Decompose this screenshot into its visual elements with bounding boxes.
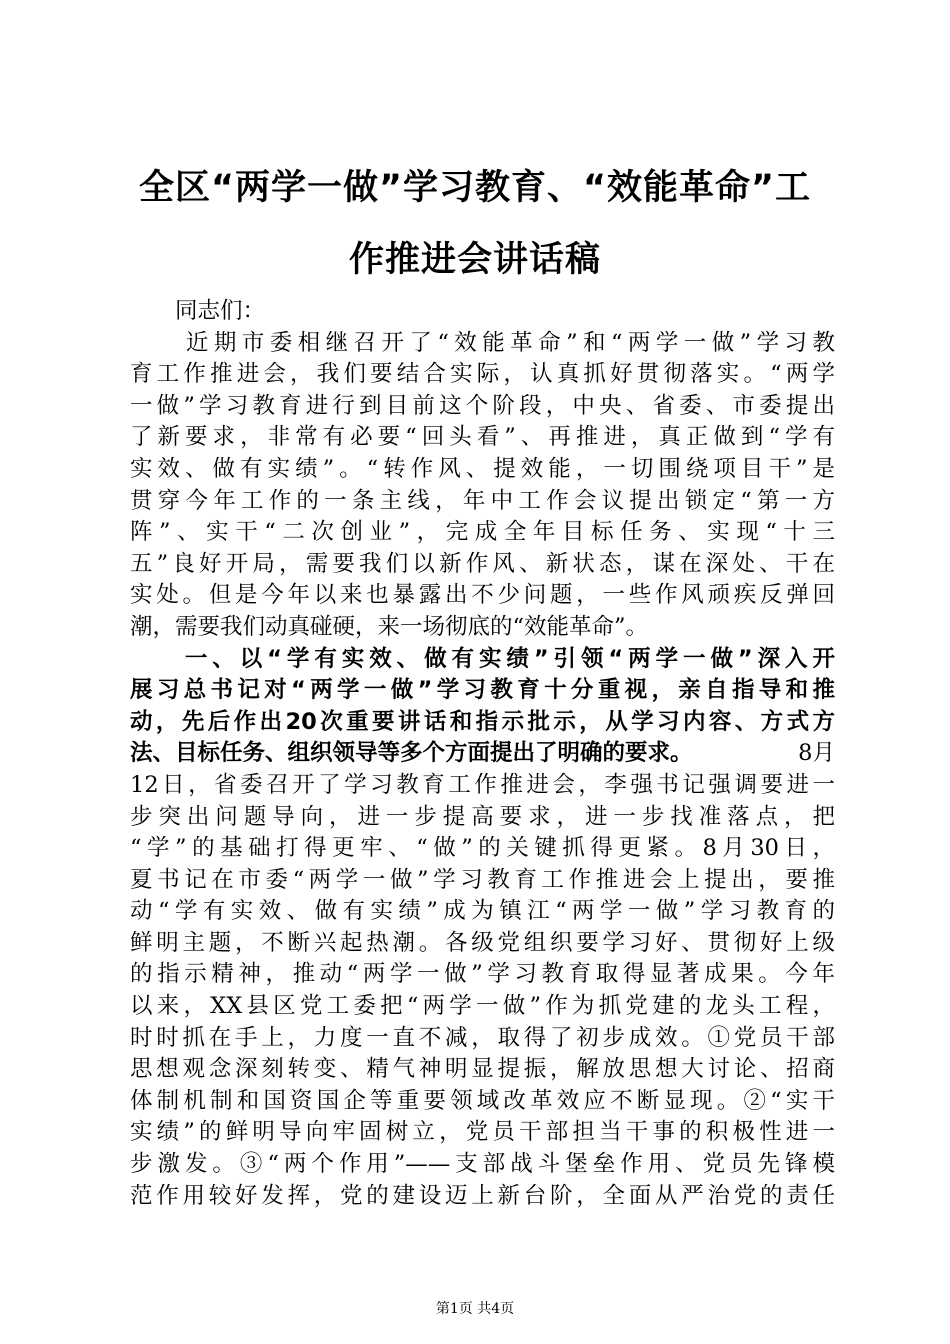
section-heading-line: 一、以“学有实效、做有实绩”引领“两学一做”深入开 (130, 645, 835, 672)
paragraph-line: 一做”学习教育进行到目前这个阶段，中央、省委、市委提出 (130, 392, 835, 419)
paragraph-line: 时时抓在手上，力度一直不减，取得了初步成效。①党员干部 (130, 1024, 835, 1051)
paragraph-line: 实处。但是今年以来也暴露出不少问题，一些作风顽疾反弹回 (130, 582, 835, 609)
document-title (110, 152, 840, 296)
paragraph-line: “学”的基础打得更牢、“做”的关键抓得更紧。8月30日， (130, 835, 835, 862)
paragraph-line: 步突出问题导向，进一步提高要求，进一步找准落点，把 (130, 803, 835, 830)
section-heading-line: 展习总书记对“两学一做”学习教育十分重视，亲自指导和推 (130, 677, 835, 704)
paragraph-line: 了新要求，非常有必要“回头看”、再推进，真正做到“学有 (130, 424, 835, 451)
title-line-2: 作推进会讲话稿 (348, 240, 601, 280)
paragraph-line-mixed (130, 738, 835, 770)
section-heading-line: 动，先后作出20次重要讲话和指示批示，从学习内容、方式方 (130, 708, 835, 735)
paragraph-line: 的指示精神，推动“两学一做”学习教育取得显著成果。今年 (130, 961, 835, 988)
paragraph-line: 育工作推进会，我们要结合实际，认真抓好贯彻落实。“两学 (130, 361, 835, 388)
paragraph-line: 鲜明主题，不断兴起热潮。各级党组织要学习好、贯彻好上级 (130, 929, 835, 956)
paragraph-line: 步激发。③“两个作用”——支部战斗堡垒作用、党员先锋模 (130, 1151, 835, 1178)
paragraph-line: 范作用较好发挥，党的建设迈上新台阶，全面从严治党的责任 (130, 1182, 835, 1209)
paragraph-line: 12日，省委召开了学习教育工作推进会，李强书记强调要进一 (130, 771, 835, 798)
paragraph-line: 以来，XX县区党工委把“两学一做”作为抓党建的龙头工程， (130, 993, 835, 1020)
salutation: 同志们： (130, 298, 266, 324)
paragraph-line: 五”良好开局，需要我们以新作风、新状态，谋在深处、干在 (130, 550, 835, 577)
paragraph-line: 体制机制和国资国企等重要领域改革效应不断显现。②“实干 (130, 1087, 835, 1114)
section-heading-tail: 法、目标任务、组织领导等多个方面提出了明确的要求。 (130, 740, 693, 767)
paragraph-line: 贯穿今年工作的一条主线，年中工作会议提出锁定“第一方 (130, 487, 835, 514)
title-line-1: 全区“两学一做”学习教育、“效能革命”工 (138, 168, 811, 208)
paragraph-line: 动“学有实效、做有实绩”成为镇江“两学一做”学习教育的 (130, 898, 835, 925)
paragraph-line: 夏书记在市委“两学一做”学习教育工作推进会上提出，要推 (130, 866, 835, 893)
paragraph-line: 思想观念深刻转变、精气神明显提振，解放思想大讨论、招商 (130, 1056, 835, 1083)
date-fragment: 8月 (798, 740, 835, 767)
document-body (130, 296, 835, 1212)
paragraph-line: 实绩”的鲜明导向牢固树立，党员干部担当干事的积极性进一 (130, 1119, 835, 1146)
paragraph-line: 实效、做有实绩”。“转作风、提效能，一切围绕项目干”是 (130, 455, 835, 482)
page-footer: 第1页 共4页 (435, 1301, 515, 1317)
paragraph-line: 潮，需要我们动真碰硬，来一场彻底的“效能革命”。 (130, 613, 649, 640)
paragraph-line: 阵”、实干“二次创业”，完成全年目标任务、实现“十三 (130, 519, 835, 546)
paragraph-line: 近期市委相继召开了“效能革命”和“两学一做”学习教 (130, 329, 835, 356)
